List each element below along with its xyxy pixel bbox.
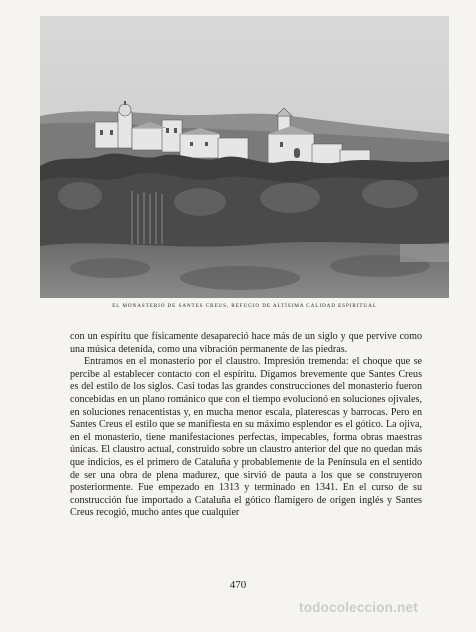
article-body: [70, 331, 422, 520]
paragraph-2: Entramos en el monasterio por el claustro. Impresión tremenda: el choque que se percibe al establecer contacto con el espíritu. Digamos brevemente que Santes Creus es del estilo de los siglos. Casi todas las grandes construcciones del monasterio fueron concebidas en un plano románico que con el tiempo evolucionó en soluciones ojivales, en soluciones renacentistas y, en mucha menor escala, platerescas y barrocas. Pero en Santes Creus el estilo que se manifiesta en su máximo esplendor es el gótico. La ojiva, en el monasterio, tiene manifestaciones perfectas, impecables, forma obras maestras únicas. El claustro actual, construido sobre un claustro anterior del que no quedan más que indicios, es el primero de Cataluña y probablemente de la Península en el sentido de ser una obra de plena madurez, que sirvió de pauta a los que se construyeron posteriormente. Fue empezado en 1313 y terminado en 1341. En el curso de su construcción fue importado a Cataluña el gótico flamígero de origen inglés y Santes Creus recogió, mucho antes que cualquier: [70, 356, 422, 519]
photo-caption: EL MONASTERIO DE SANTES CREUS, REFUGIO DE ALTÍSIMA CALIDAD ESPIRITUAL: [112, 303, 377, 309]
monastery-photo: [40, 16, 449, 298]
page-number: 470: [229, 579, 247, 591]
watermark-logo: todocoleccion.net: [299, 600, 418, 615]
monastery-photo-drawing: [40, 16, 449, 298]
paragraph-1: con un espíritu que físicamente desapareció hace más de un siglo y que pervive como una música detenida, como una vibración permanente de las piedras.: [70, 331, 422, 355]
